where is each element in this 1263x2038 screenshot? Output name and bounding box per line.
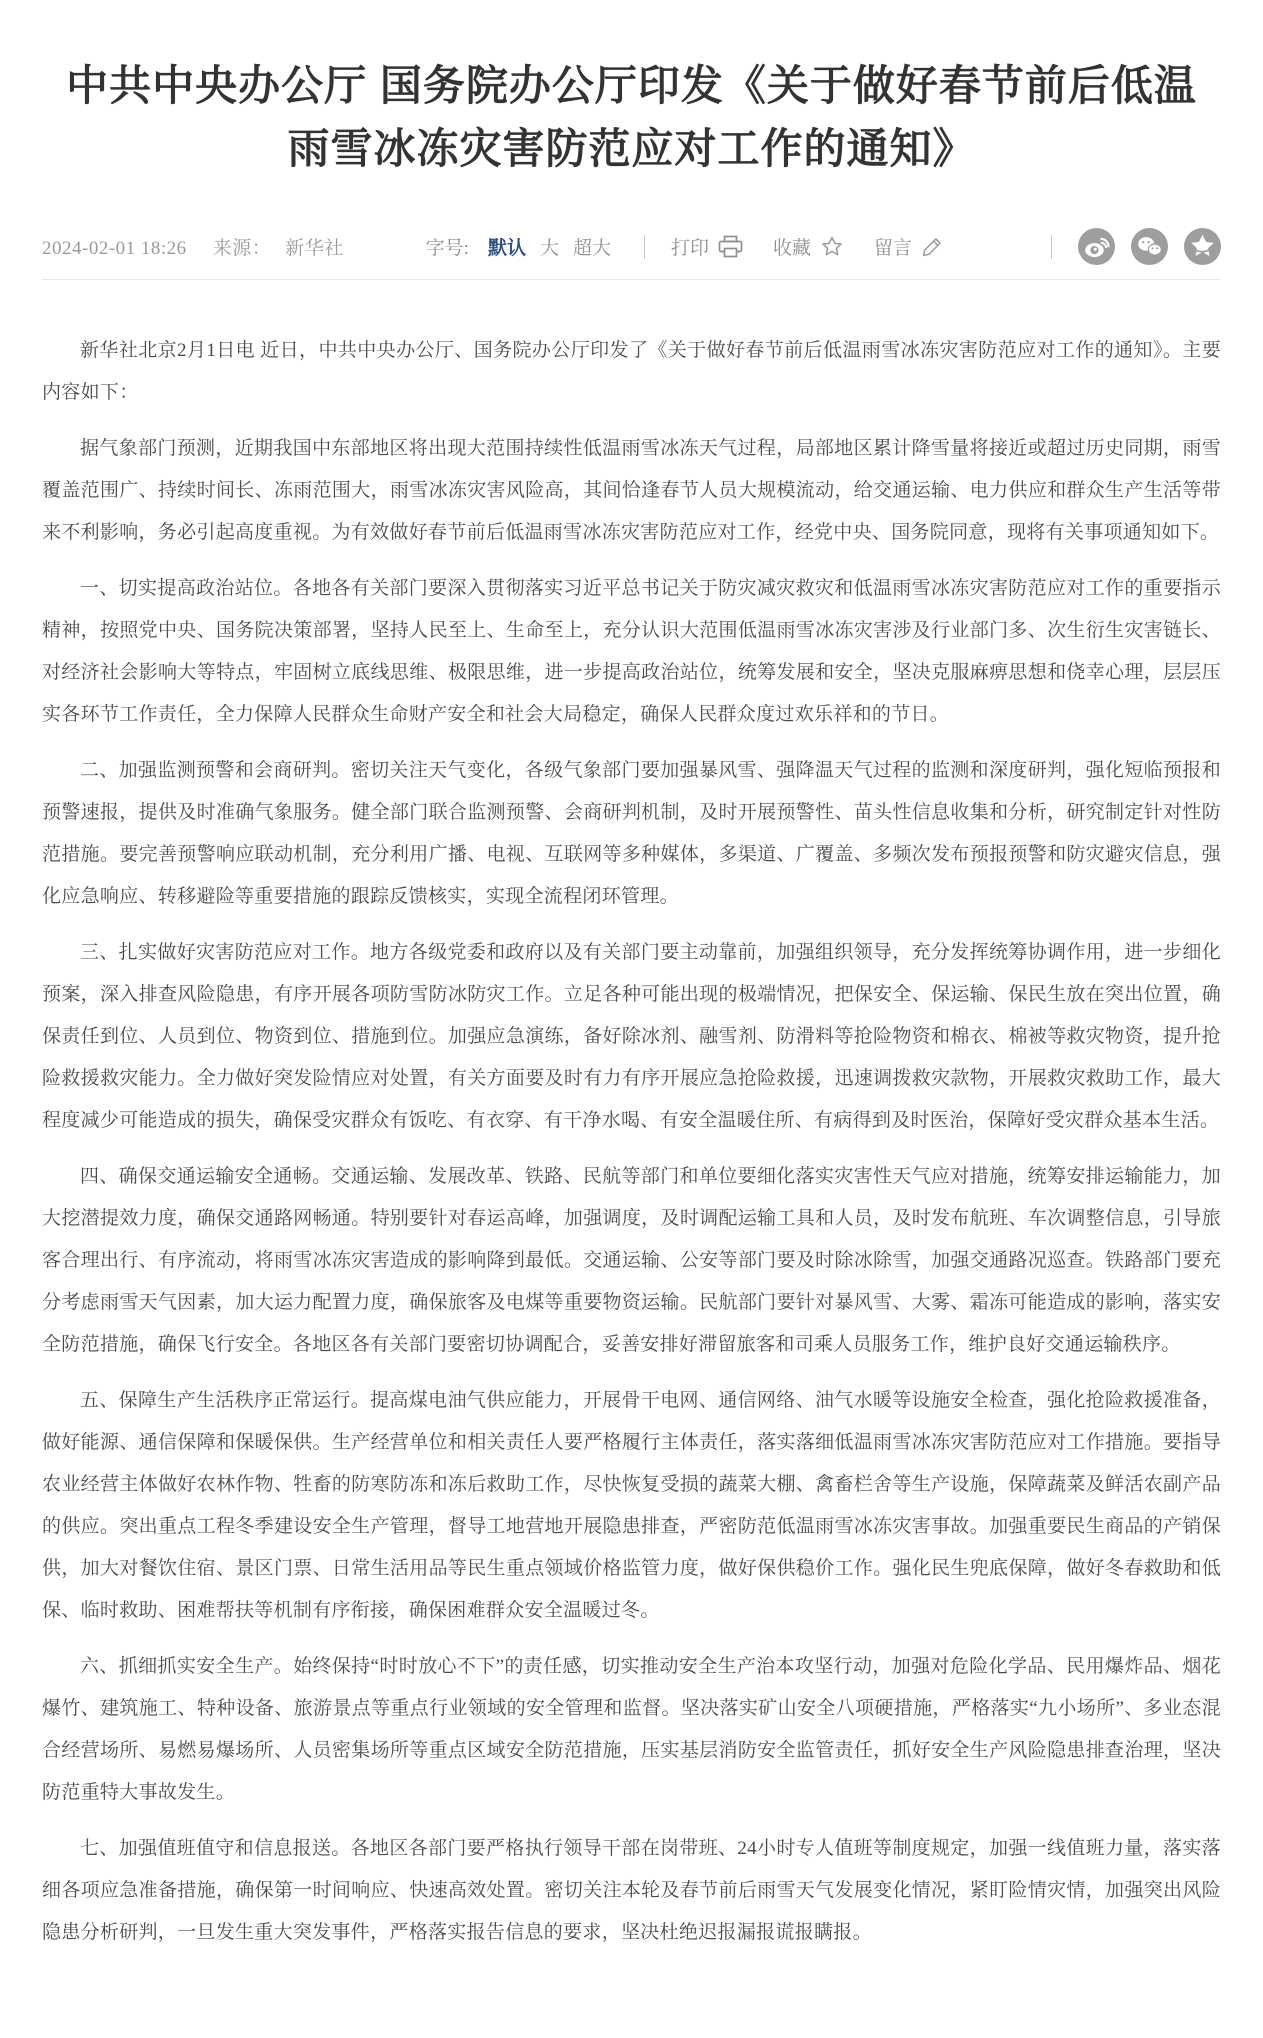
article-body xyxy=(42,330,1221,1954)
source-name: 新华社 xyxy=(285,238,344,259)
article-paragraph: 二、加强监测预警和会商研判。密切关注天气变化，各级气象部门要加强暴风雪、强降温天气过程的监测和深度研判，强化短临预报和预警速报，提供及时准确气象服务。健全部门联合监测预警、会商研判机制，及时开展预警性、苗头性信息收集和分析，研究制定针对性防范措施。要完善预警响应联动机制，充分利用广播、电视、互联网等多种媒体，多渠道、广覆盖、多频次发布预报预警和防灾避灾信息，强化应急响应、转移避险等重要措施的跟踪反馈核实，实现全流程闭环管理。 xyxy=(42,760,1221,907)
toolbar-divider xyxy=(644,235,645,259)
font-size-default-button[interactable]: 默认 xyxy=(488,233,526,260)
article-meta xyxy=(42,233,344,260)
print-button[interactable] xyxy=(671,233,743,260)
share-weibo-button[interactable] xyxy=(1078,228,1115,265)
pencil-icon xyxy=(921,236,943,258)
qzone-icon xyxy=(1184,253,1221,268)
weibo-icon xyxy=(1078,253,1115,268)
article-paragraph: 四、确保交通运输安全通畅。交通运输、发展改革、铁路、民航等部门和单位要细化落实灾害性天气应对措施，统筹安排运输能力，加大挖潜提效力度，确保交通路网畅通。特别要针对春运高峰，加强调度，及时调配运输工具和人员，及时发布航班、车次调整信息，引导旅客合理出行、有序流动，将雨雪冰冻灾害造成的影响降到最低。交通运输、公安等部门要及时除冰除雪，加强交通路况巡查。铁路部门要充分考虑雨雪天气因素，加大运力配置力度，确保旅客及电煤等重要物资运输。民航部门要针对暴风雪、大雾、霜冻可能造成的影响，落实安全防范措施，确保飞行安全。各地区各有关部门要密切协调配合，妥善安排好滞留旅客和司乘人员服务工作，维护良好交通运输秩序。 xyxy=(42,1166,1221,1355)
share-qzone-button[interactable] xyxy=(1184,228,1221,265)
header-divider xyxy=(42,279,1221,280)
toolbar xyxy=(426,233,943,260)
meta-toolbar-row xyxy=(42,228,1221,265)
article-paragraph: 三、扎实做好灾害防范应对工作。地方各级党委和政府以及有关部门要主动靠前，加强组织领导，充分发挥统筹协调作用，进一步细化预案，深入排查风险隐患，有序开展各项防雪防冰防灾工作。立足各种可能出现的极端情况，把保安全、保运输、保民生放在突出位置，确保责任到位、人员到位、物资到位、措施到位。加强应急演练，备好除冰剂、融雪剂、防滑料等抢险物资和棉衣、棉被等救灾物资，提升抢险救援救灾能力。全力做好突发险情应对处置，有关方面要及时有力有序开展应急抢险救援，迅速调拨救灾款物，开展救灾救助工作，最大程度减少可能造成的损失，确保受灾群众有饭吃、有衣穿、有干净水喝、有安全温暖住所、有病得到及时医治，保障好受灾群众基本生活。 xyxy=(42,942,1221,1131)
article-paragraph: 一、切实提高政治站位。各地各有关部门要深入贯彻落实习近平总书记关于防灾减灾救灾和低温雨雪冰冻灾害防范应对工作的重要指示精神，按照党中央、国务院决策部署，坚持人民至上、生命至上，充分认识大范围低温雨雪冰冻灾害涉及行业部门多、次生衍生灾害链长、对经济社会影响大等特点，牢固树立底线思维、极限思维，进一步提高政治站位，统筹发展和安全，坚决克服麻痹思想和侥幸心理，层层压实各环节工作责任，全力保障人民群众生命财产安全和社会大局稳定，确保人民群众度过欢乐祥和的节日。 xyxy=(42,578,1221,725)
comment-button[interactable] xyxy=(874,233,943,260)
printer-icon xyxy=(718,235,743,258)
print-label: 打印 xyxy=(671,238,710,259)
favorite-label: 收藏 xyxy=(773,238,812,259)
font-size-large-button[interactable]: 大 xyxy=(540,233,559,260)
article-paragraph: 五、保障生产生活秩序正常运行。提高煤电油气供应能力，开展骨干电网、通信网络、油气水暖等设施安全检查，强化抢险救援准备，做好能源、通信保障和保暖保供。生产经营单位和相关责任人要严格履行主体责任，落实落细低温雨雪冰冻灾害防范应对工作措施。要指导农业经营主体做好农林作物、牲畜的防寒防冻和冻后救助工作，尽快恢复受损的蔬菜大棚、禽畜栏舍等生产设施，保障蔬菜及鲜活农副产品的供应。突出重点工程冬季建设安全生产管理，督导工地营地开展隐患排查，严密防范低温雨雪冰冻灾害事故。加强重要民生商品的产销保供，加大对餐饮住宿、景区门票、日常生活用品等民生重点领域价格监管力度，做好保供稳价工作。强化民生兜底保障，做好冬春救助和低保、临时救助、困难帮扶等机制有序衔接，确保困难群众安全温暖过冬。 xyxy=(42,1390,1221,1621)
share-divider xyxy=(1051,235,1052,259)
source-label: 来源： xyxy=(212,238,272,259)
share-wechat-button[interactable] xyxy=(1131,228,1168,265)
article-paragraph: 六、抓细抓实安全生产。始终保持“时时放心不下”的责任感，切实推动安全生产治本攻坚行动，加强对危险化学品、民用爆炸品、烟花爆竹、建筑施工、特种设备、旅游景点等重点行业领域的安全管理和监督。坚决落实矿山安全八项硬措施，严格落实“九小场所”、多业态混合经营场所、易燃易爆场所、人员密集场所等重点区域安全防范措施，压实基层消防安全监管责任，抓好安全生产风险隐患排查治理，坚决防范重特大事故发生。 xyxy=(42,1656,1221,1803)
star-icon xyxy=(820,235,844,258)
share-group xyxy=(1025,228,1221,265)
comment-label: 留言 xyxy=(874,238,913,259)
article-paragraph: 七、加强值班值守和信息报送。各地区各部门要严格执行领导干部在岗带班、24小时专人值班等制度规定，加强一线值班力量，落实落细各项应急准备措施，确保第一时间响应、快速高效处置。密切关注本轮及春节前后雨雪天气发展变化情况，紧盯险情灾情，加强突出风险隐患分析研判，一旦发生重大突发事件，严格落实报告信息的要求，坚决杜绝迟报漏报谎报瞒报。 xyxy=(42,1838,1221,1943)
article-paragraph: 据气象部门预测，近期我国中东部地区将出现大范围持续性低温雨雪冰冻天气过程，局部地区累计降雪量将接近或超过历史同期，雨雪覆盖范围广、持续时间长、冻雨范围大，雨雪冰冻灾害风险高，其间恰逢春节人员大规模流动，给交通运输、电力供应和群众生产生活等带来不利影响，务必引起高度重视。为有效做好春节前后低温雨雪冰冻灾害防范应对工作，经党中央、国务院同意，现将有关事项通知如下。 xyxy=(42,438,1221,543)
font-size-label: 字号: xyxy=(425,238,469,259)
publish-date: 2024-02-01 18:26 xyxy=(42,238,187,259)
font-size-xlarge-button[interactable]: 超大 xyxy=(573,233,611,260)
page-title: 中共中央办公厅 国务院办公厅印发《关于做好春节前后低温雨雪冰冻灾害防范应对工作的通知》 xyxy=(66,62,1197,172)
article-paragraph: 新华社北京2月1日电 近日，中共中央办公厅、国务院办公厅印发了《关于做好春节前后低温雨雪冰冻灾害防范应对工作的通知》。主要内容如下： xyxy=(42,340,1221,403)
wechat-icon xyxy=(1131,253,1168,268)
favorite-button[interactable] xyxy=(773,233,844,260)
